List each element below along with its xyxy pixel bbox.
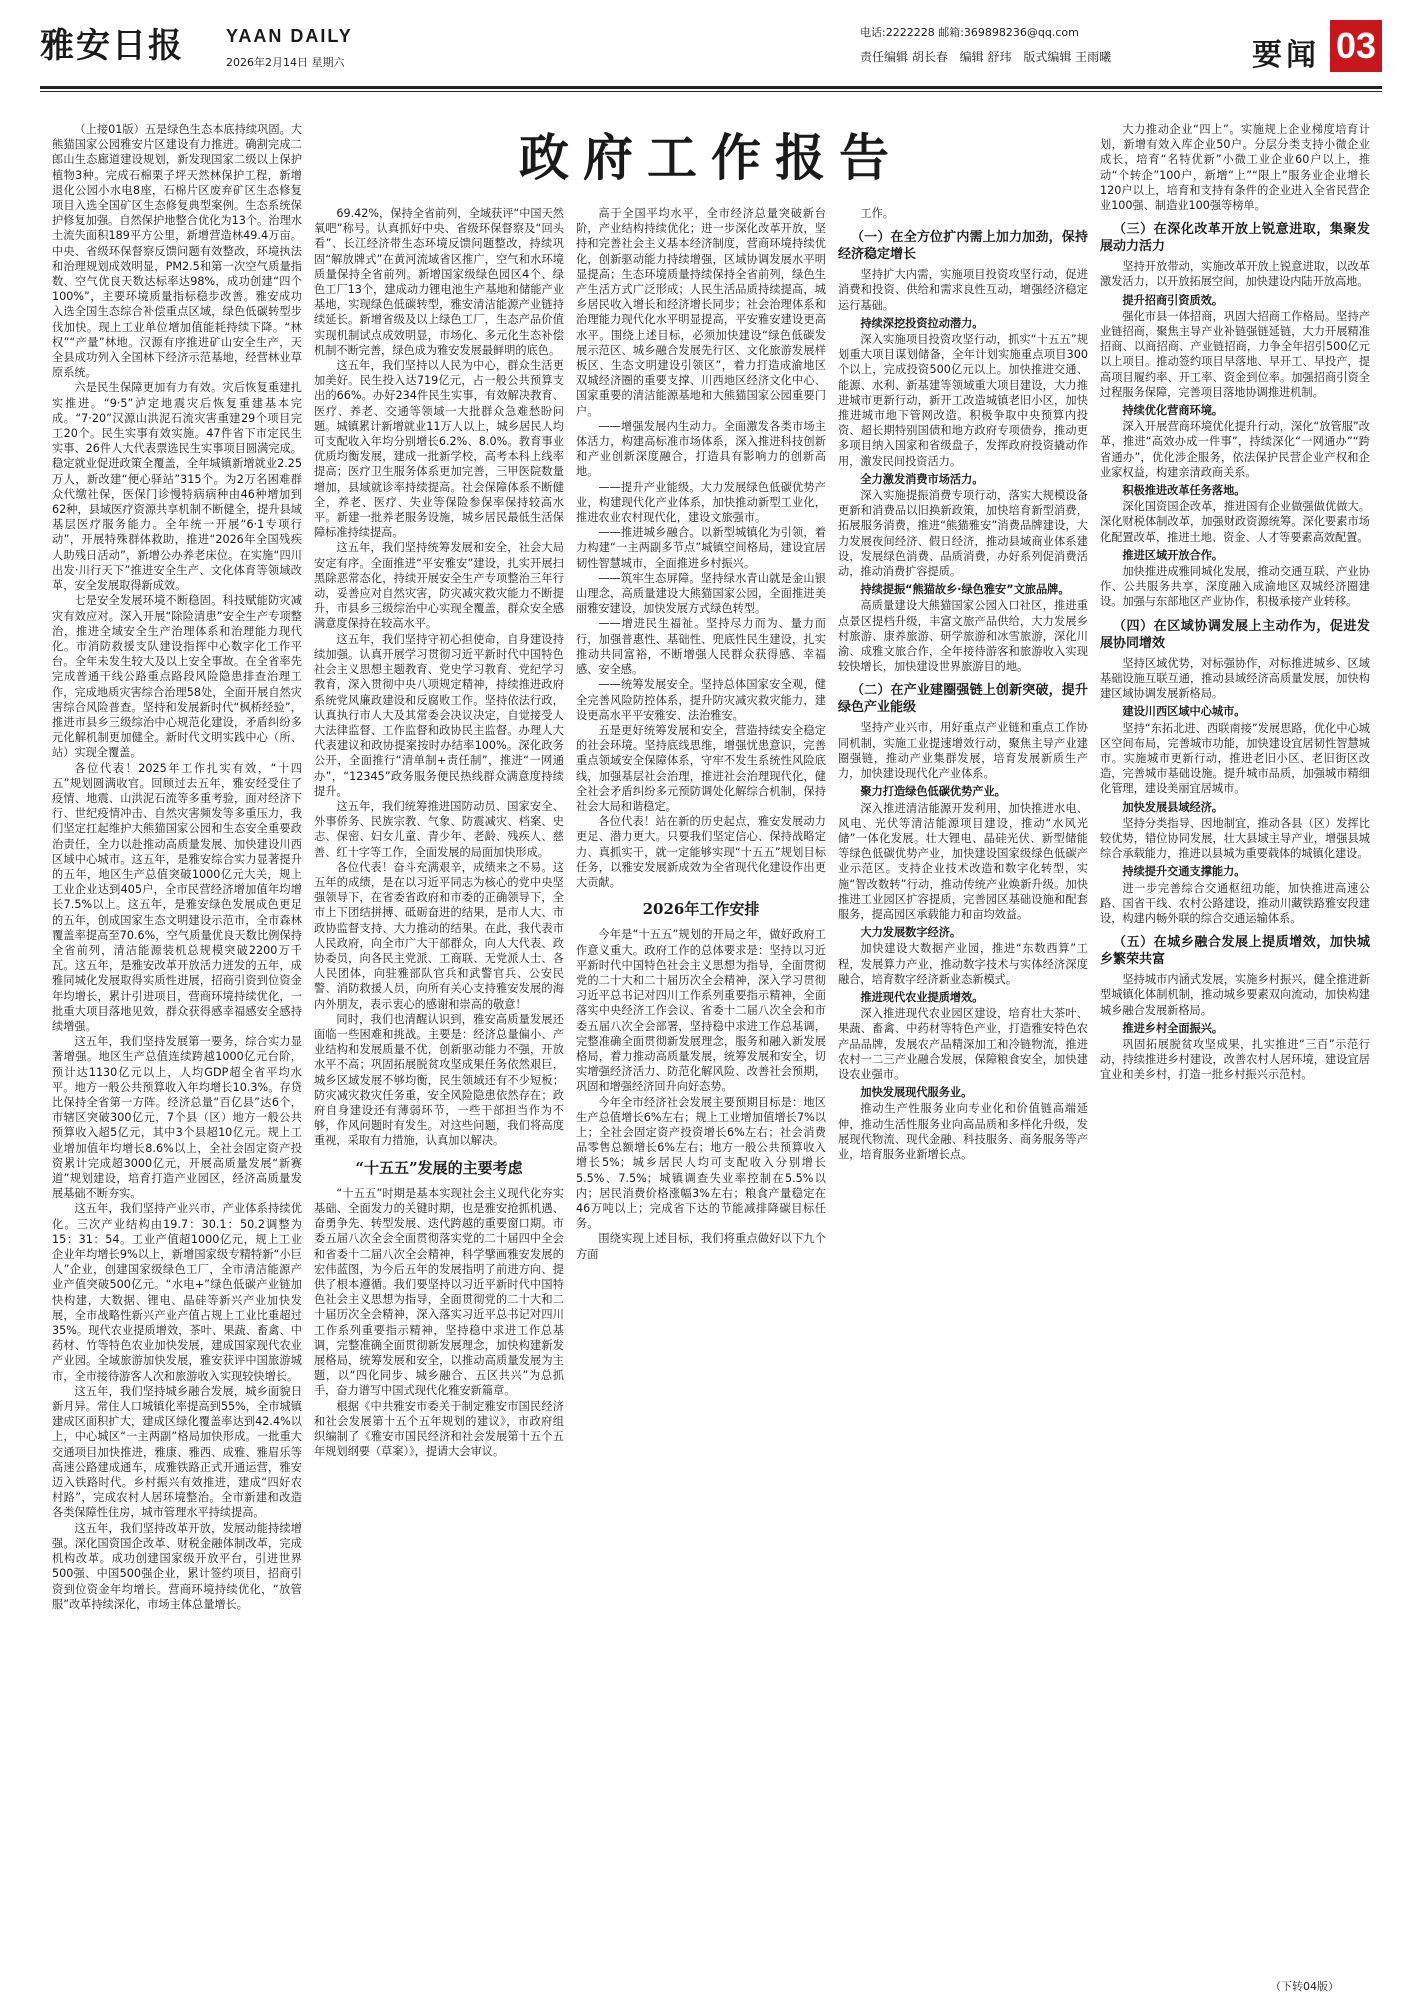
sub-heading: 推进现代农业提质增效。 [860,990,984,1004]
continued-note: （下转04版） [1270,1980,1339,1993]
section-heading: （一）在全方位扩内需上加力加劲，保持经济稳定增长 [838,230,1088,263]
section-heading: （二）在产业建圈强链上创新突破，提升绿色产业能级 [838,683,1088,716]
paragraph: ——提升产业能级。大力发展绿色低碳优势产业，构建现代化产业体系，加快推动新型工业化，推进农业农村现代化，建设文旅强市。 [576,480,826,525]
article-column-5 [1100,122,1370,1972]
paragraph: 坚持城市内涵式发展，实施乡村振兴，健全推进新型城镇化体制机制，推动城乡要素双向流动，加快构建城乡融合发展新格局。 [1100,973,1370,1017]
newspaper-logo-english: YAAN DAILY [226,26,353,46]
paragraph: 各位代表！2025年工作扎实有效，“十四五”规划圆满收官。回顾过去五年，雅安经受住了疫情、地震、山洪泥石流等多重考验，面对经济下行、世纪疫情冲击、自然灾害频发等多重压力，我们坚定扛起维护大熊猫国家公园和生态安全重要政治责任，全力以赴推动高质量发展、加快建设川西区域中心城市。这五年，是雅安综合实力显著提升的五年，地区生产总值突破1000亿元大关，规上工业企业达到405户，全市民营经济增加值年均增长7.5%以上。这五年，是雅安绿色发展成色更足的五年，创成国家生态文明建设示范市，全市森林覆盖率提高至70.6%，空气质量优良天数比例保持全省前列，清洁能源装机总规模突破2200万千瓦。这五年，是雅安改革开放活力迸发的五年，成雅同城化发展取得实质性进展，招商引资到位资金年均增长，累计引进项目，营商环境持续优化，一批重大项目落地见效，群众获得感幸福感安全感持续增强。 [52,761,302,1033]
paragraph: 69.42%，保持全省前列，全域获评“中国天然氧吧”称号。认真抓好中央、省级环保督察及“回头看”、长江经济带生态环境反馈问题整改，持续巩固“解放牌式”在黄河流域省区推广，空气和水环境质量保持全省前列。新增国家级绿色园区4个、绿色工厂13个，建成动力锂电池生产基地和储能产业基地，实现绿色低碳转型，雅安清洁能源产业链持续延长。新增省级及以上绿色工厂，生态产品价值实现机制试点成效明显，市场化、多元化生态补偿机制不断完善，绿色成为雅安发展最鲜明的底色。 [314,207,564,357]
paragraph: ——筑牢生态屏障。坚持绿水青山就是金山银山理念，高质量建设大熊猫国家公园，全面推进美丽雅安建设，加快发展方式绿色转型。 [576,571,826,616]
paragraph: 这五年，我们坚持发展第一要务，综合实力显著增强。地区生产总值连续跨越1000亿元台阶，预计达1130亿元以上，人均GDP超全省平均水平。地方一般公共预算收入年均增长10.3%。存贷比保持全省第一方阵。经济总量“百亿县”达6个，市辖区突破300亿元，7个县（区）地方一般公共预算收入超5亿元，其中3个县超10亿元。规上工业增加值年均增长8.6%以上，全社会固定资产投资累计完成超3000亿元，开展高质量发展“新赛道”规划建设，培育打造产业园区，经济高质量发展基础不断夯实。 [52,1035,302,1201]
newspaper-logo: 雅安日报 [40,26,184,66]
paragraph: 强化市县一体招商，巩固大招商工作格局。坚持产业链招商，聚焦主导产业补链强链延链，大力开展精准招商、以商招商、产业链招商，力争全年招引500亿元以上项目。推动签约项目早落地、早开工、早投产，提高项目履约率、开工率、资金到位率。加强招商引资全过程服务保障，完善项目落地协调推进机制。 [1100,309,1370,399]
paragraph: 各位代表！站在新的历史起点，雅安发展动力更足、潜力更大。只要我们坚定信心、保持战略定力、真抓实干，就一定能够实现“十五五”规划目标任务，以雅安发展新成效为全省现代化建设作出更大贡献。 [576,815,826,889]
paragraph: 坚持“东拓北进、西联南接”发展思路，优化中心城区空间布局，完善城市功能，加快建设宜居韧性智慧城市。实施城市更新行动，推进老旧小区、老旧街区改造，完善城市基础设施。提升城市品质，加强城市精细化管理，建设美丽宜居城市。 [1100,721,1370,796]
section-heading: （四）在区域协调发展上主动作为，促进发展协同增效 [1100,618,1370,651]
editor-credit: 责任编辑 胡长春 [860,50,948,64]
paragraph: 深入推进现代农业园区建设，培育壮大茶叶、果蔬、畜禽、中药材等特色产业，打造雅安特色农产品品牌，发展农产品精深加工和冷链物流，推进农村一二三产业融合发展，保障粮食安全，加快建设农业强市。 [838,1007,1088,1081]
article-column-2 [314,206,564,1972]
paragraph: 工作。 [860,207,894,220]
masthead-rule [40,86,1382,89]
paragraph: ——统筹发展安全。坚持总体国家安全观，健全完善风险防控体系，提升防灾减灾救灾能力，建设更高水平平安雅安、法治雅安。 [576,678,826,722]
paragraph: 高质量建设大熊猫国家公园入口社区，推进重点景区提档升级，丰富文旅产品供给，大力发展乡村旅游、康养旅游、研学旅游和冰雪旅游，深化川渝、成雅文旅合作，全年接待游客和旅游收入实现较快增长，加快建设世界旅游目的地。 [838,599,1088,674]
paragraph: 坚持扩大内需，实施项目投资攻坚行动，促进消费和投资、供给和需求良性互动，增强经济稳定运行基础。 [838,268,1088,312]
sub-heading: 持续提振“熊猫故乡·绿色雅安”文旅品牌。 [860,583,1070,597]
contact-line: 电话:2222228 邮箱:369898236@qq.com [860,26,1079,39]
sub-heading: 积极推进改革任务落地。 [1122,484,1246,498]
editor-credit: 编辑 舒玮 [959,50,1012,64]
sub-heading: 持续深挖投资拉动潜力。 [860,316,984,330]
article-column-4 [838,206,1088,1972]
paragraph: 坚持区域优势，对标强协作，对标推进城乡、区域基础设施互联互通，推动县域经济高质量发展，加快构建区域协调发展新格局。 [1100,656,1370,701]
section-heading: 2026年工作安排 [642,900,760,919]
masthead-rule-thin [40,91,1382,92]
paragraph: 坚持开放带动，实施改革开放上锐意进取，以改革激发活力，以开放拓展空间，加快建设内陆开放高地。 [1100,260,1370,289]
sub-heading: 提升招商引资质效。 [1122,293,1224,307]
sub-heading: 推进区域开放合作。 [1122,548,1224,562]
issue-date: 2026年2月14日 星期六 [226,56,345,69]
paragraph: 这五年，我们坚持产业兴市，产业体系持续优化。三次产业结构由19.7：30.1：50.2调整为15：31：54。工业产值超1000亿元，规上工业企业年均增长9%以上，新增国家级专精特新“小巨人”企业，创建国家级绿色工厂，全市清洁能源产业产值突破500亿元。“水电+”绿色低碳产业链加快构建，大数据、锂电、晶硅等新兴产业加快发展，全市战略性新兴产业产值占规上工业比重超过35%。现代农业提质增效，茶叶、果蔬、畜禽、中药材、竹等特色农业加快发展，建成国家现代农业产业园。全域旅游加快发展，雅安获评中国旅游城市，全市接待游客人次和旅游收入实现较快增长。 [52,1202,302,1383]
sub-heading: 大力发展数字经济。 [860,926,962,940]
paragraph: 围绕实现上述目标，我们将重点做好以下九个方面 [576,1232,826,1261]
paragraph: 这五年，我们坚持统筹发展和安全，社会大局安定有序。全面推进“平安雅安”建设，扎实开展扫黑除恶常态化，持续开展安全生产专项整治三年行动，妥善应对自然灾害，防灾减灾救灾能力不断提升，市县乡三级综治中心实现全覆盖，群众安全感满意度保持在较高水平。 [314,541,564,631]
section-heading: “十五五”发展的主要考虑 [355,1158,523,1177]
paragraph: 深入开展营商环境优化提升行动，深化“放管服”改革，推进“高效办成一件事”，持续深化“一网通办”“跨省通办”，优化涉企服务，依法保护民营企业产权和企业家权益，构建亲清政商关系。 [1100,420,1370,479]
page-number: 03 [1330,20,1382,72]
paragraph: 坚持产业兴市，用好重点产业链和重点工作协同机制，实施工业提速增效行动，聚焦主导产业建圈强链，推动产业集群发展，培育发展新质生产力，加快建设现代化产业体系。 [838,721,1088,781]
paragraph: 六是民生保障更加有力有效。灾后恢复重建扎实推进。“9·5”泸定地震灾后恢复重建基本完成。“7·20”汉源山洪泥石流灾害重建29个项目完工20个。民生实事有效实施。47件省下市定民生实事、26件人大代表票选民生实事项目圆满完成。稳定就业促进政策全覆盖，全年城镇新增就业2.25万人，新改建“便心驿站”315个。为2万名困难群众代缴社保，医保门诊慢特病病种由46种增加到62种，县域医疗资源共享机制不断健全，提升县域基层医疗服务能力。全年统一开展“6·1专项行动”，开展特殊群体救助，推进“2026年全国残疾人助残日活动”，新增公办养老床位。在实施“四川出发·川行天下”推进安全生产、文化体育等领域改革，安全发展取得新成效。 [52,381,302,593]
paragraph: 大力推动企业“四上”。实施规上企业梯度培育计划，新增有效入库企业50户。分层分类支持小微企业成长，培育“名特优新”小微工业企业60户以上，推动“个转企”100户，新增“上”“限上”服务业企业增长120户以上，培育和支持有条件的企业进入全省民营企业100强、制造业100强等榜单。 [1100,123,1370,213]
sub-heading: 加快发展现代服务业。 [860,1086,973,1100]
paragraph: ——推进城乡融合。以新型城镇化为引领，着力构建“一主两副多节点”城镇空间格局，建设宜居韧性智慧城市，全面推进乡村振兴。 [576,526,826,570]
paragraph: 今年全市经济社会发展主要预期目标是：地区生产总值增长6%左右；规上工业增加值增长7%以上；全社会固定资产投资增长6%左右；社会消费品零售总额增长6%左右；地方一般公共预算收入增长5%；城乡居民人均可支配收入分别增长5.5%、7.5%；城镇调查失业率控制在5.5%以内；居民消费价格涨幅3%左右；粮食产量稳定在46万吨以上；完成省下达的节能减排降碳目标任务。 [576,1095,826,1231]
article-title: 政府工作报告 [519,128,903,187]
sub-heading: 全力激发消费市场活力。 [860,472,984,486]
editor-credit: 版式编辑 王雨曦 [1023,50,1112,64]
masthead [40,18,1382,84]
paragraph: 这五年，我们坚持改革开放，发展动能持续增强。深化国资国企改革、财税金融体制改革，完成机构改革。成功创建国家级开放平台，引进世界500强、中国500强企业，累计签约项目，招商引资到位资金年均增长。营商环境持续优化，“放管服”改革持续深化，市场主体总量增长。 [52,1521,302,1611]
paragraph: 根据《中共雅安市委关于制定雅安市国民经济和社会发展第十五个五年规划的建议》，市政府组织编制了《雅安市国民经济和社会发展第十五个五年规划纲要（草案）》，提请大会审议。 [314,1399,564,1459]
section-heading: （五）在城乡融合发展上提质增效，加快城乡繁荣共富 [1100,935,1370,968]
sub-heading: 推进乡村全面振兴。 [1122,1021,1224,1035]
paragraph: 推动生产性服务业向专业化和价值链高端延伸，推动生活性服务业向高品质和多样化升级，发展现代物流、现代金融、科技服务、商务服务等产业，培育服务业新增长点。 [838,1102,1088,1161]
paragraph: 今年是“十五五”规划的开局之年，做好政府工作意义重大。政府工作的总体要求是：坚持以习近平新时代中国特色社会主义思想为指导，全面贯彻党的二十大和二十届历次全会精神，深入学习贯彻习近平总书记对四川工作系列重要指示精神，全面落实中央经济工作会议、省委十二届八次全会和市委五届八次全会部署，坚持稳中求进工作总基调，完整准确全面贯彻新发展理念，服务和融入新发展格局，着力推动高质量发展，统筹发展和安全，切实增强经济活力、防范化解风险、改善社会预期，巩固和增强经济回升向好态势。 [576,928,826,1094]
paragraph: 这五年，我们坚持守初心担使命，自身建设持续加强。认真开展学习贯彻习近平新时代中国特色社会主义思想主题教育、党史学习教育、党纪学习教育，深入贯彻中央八项规定精神，持续推进政府系统党风廉政建设和反腐败工作。坚持依法行政，认真执行市人大及其常委会决议决定，自觉接受人大法律监督、工作监督和政协民主监督。办理人大代表建议和政协提案按时办结率100%。深化政务公开，全面推行“清单制+责任制”，推进“一网通办”，“12345”政务服务便民热线群众满意度持续提升。 [314,632,564,798]
paragraph: ——增进民生福祉。坚持尽力而为、量力而行，加强普惠性、基础性、兜底性民生建设，扎实推动共同富裕，不断增强人民群众获得感、幸福感、安全感。 [576,617,826,677]
paragraph: 巩固拓展脱贫攻坚成果，扎实推进“三百”示范行动，持续推进乡村建设，改善农村人居环境，建设宜居宜业和美乡村，打造一批乡村振兴示范村。 [1100,1037,1370,1082]
paragraph: 深化国资国企改革，推进国有企业做强做优做大。深化财税体制改革，加强财政资源统筹。深化要素市场化配置改革，推进土地、资金、人才等要素高效配置。 [1100,500,1370,544]
paragraph: 这五年，我们坚持城乡融合发展，城乡面貌日新月异。常住人口城镇化率提高到55%，全市城镇建成区面积扩大，建成区绿化覆盖率达到42.4%以上，中心城区“一主两副”格局加快形成。一批重大交通项目加快推进，雅康、雅西、成雅、雅眉乐等高速公路建成通车，成雅铁路正式开通运营，雅安迈入铁路时代。乡村振兴有效推进，建成“四好农村路”，完成农村人居环境整治。全市新建和改造各类保障性住房，城市管理水平持续提高。 [52,1384,302,1520]
paragraph: 进一步完善综合交通枢纽功能，加快推进高速公路、国省干线、农村公路建设，推动川藏铁路雅安段建设，构建内畅外联的综合交通运输体系。 [1100,881,1370,925]
section-heading: （三）在深化改革开放上锐意进取，集聚发展动力活力 [1100,222,1370,255]
paragraph: 加快推进成雅同城化发展，推动交通互联、产业协作、公共服务共享，深度融入成渝地区双城经济圈建设。加强与东部地区产业协作，积极承接产业转移。 [1100,565,1370,609]
paragraph: 七是安全发展环境不断稳固。科技赋能防灾减灾有效应对。深入开展“除险清患”安全生产专项整治，推进全域安全生产治理体系和治理能力现代化。市消防救援支队建设指挥中心数字化工作平台。全年未发生较大及以上安全事故。在全省率先完成普通干线公路重点路段风险隐患排查治理工作，完成地质灾害综合治理58处，全面开展自然灾害综合风险普查。坚持和发展新时代“枫桥经验”，推进市县乡三级综治中心规范化建设，矛盾纠纷多元化解机制更加健全。新时代文明实践中心（所、站）实现全覆盖。 [52,594,302,760]
paragraph: 各位代表！奋斗充满艰辛，成绩来之不易。这五年的成绩，是在以习近平同志为核心的党中央坚强领导下，在省委省政府和市委的正确领导下，全市上下团结拼搏、砥砺奋进的结果，是市人大、市政协监督支持、大力推动的结果。在此，我代表市人民政府，向全市广大干部群众，向人大代表、政协委员，向各民主党派、工商联、无党派人士、各人民团体，向驻雅部队官兵和武警官兵、公安民警、消防救援人员，向所有关心支持雅安发展的海内外朋友，表示衷心的感谢和崇高的敬意！ [314,860,564,1011]
article-column-1 [52,122,302,1972]
paragraph: 这五年，我们统筹推进国防动员、国家安全、外事侨务、民族宗教、气象、防震减灾、档案、史志、保密、妇女儿童、青少年、老龄、残疾人、慈善、红十字等工作，全面发展的局面加快形成。 [314,799,564,859]
sub-heading: 建设川西区域中心城市。 [1122,705,1246,719]
paragraph: 高于全国平均水平，全市经济总量突破新台阶，产业结构持续优化；进一步深化改革开放，坚持和完善社会主义基本经济制度，营商环境持续优化，创新驱动能力持续增强，区域协调发展水平明显提高；生态环境质量持续保持全省前列，绿色生产生活方式广泛形成；人民生活品质持续提高，城乡居民收入增长和经济增长同步；社会治理体系和治理能力现代化水平明显提高，平安雅安建设更高水平。围绕上述目标，必须加快建设“绿色低碳发展示范区、城乡融合发展先行区、文化旅游发展样板区、生态文明建设引领区”，着力打造成渝地区双城经济圈的重要支撑、川西地区经济文化中心、国家重要的清洁能源基地和大熊猫国家公园重要门户。 [576,207,826,418]
sub-heading: 持续优化营商环境。 [1122,404,1224,418]
paragraph: 坚持分类指导、因地制宜，推动各县（区）发挥比较优势，错位协同发展，壮大县域主导产业，增强县城综合承载能力，推进以县城为重要载体的城镇化建设。 [1100,816,1370,861]
paragraph: 五是更好统筹发展和安全，营造持续安全稳定的社会环境。坚持底线思维，增强忧患意识，完善重点领域安全保障体系，守牢不发生系统性风险底线，加强基层社会治理，推进社会治理现代化，健全社会矛盾纠纷多元预防调处化解综合机制，保持社会大局和谐稳定。 [576,723,826,813]
article-column-3 [576,206,826,1972]
paragraph: 深入实施项目投资攻坚行动，抓实“十五五”规划重大项目谋划储备，全年计划实施重点项目300个以上，完成投资500亿元以上。加快推进交通、能源、水利、新基建等领域重大项目建设，大力推进城市更新行动，新开工改造城镇老旧小区，加快推进城市地下管网改造。积极争取中央预算内投资、超长期特别国债和地方政府专项债券，推动更多项目纳入国家和省级盘子，发挥政府投资撬动作用，激发民间投资活力。 [838,333,1088,468]
paragraph: （上接01版）五是绿色生态本底持续巩固。大熊猫国家公园雅安片区建设有力推进。确割完成二郎山生态廊道建设规划，新发现国家二级以上保护植物3种。完成石棉栗子坪天然林保护工程，新增退化公园小水电8座，石棉片区废弃矿区生态修复项目入选全国矿区生态修复典型案例。生态系统保护修复加强。自然保护地整合优化为13个。治理水土流失面积189平方公里，新增营造林49.4万亩。中央、省级环保督察反馈问题有效整改，环境执法和治理规划成效明显，PM2.5和第一次空气质量指数、空气优良天数达标率达98%，成功创建“四个100%”，主要环境质量指标稳步改善。雅安成功入选全国生态综合补偿重点区域，绿色低碳转型步伐加快。现上工业单位增加值能耗持续下降。“林权”“产量”林地。汉源有序推进矿山安全生产，天全县成功列入全国林下经济示范基地，经营林业草原系统。 [52,123,302,380]
paragraph: 加快建设大数据产业园，推进“东数西算”工程，发展算力产业，推动数字技术与实体经济深度融合，培育数字经济新业态新模式。 [838,942,1088,986]
sub-heading: 持续提升交通支撑能力。 [1122,865,1246,879]
section-name: 要闻 [1252,38,1320,73]
paragraph: ——增强发展内生动力。全面激发各类市场主体活力，构建高标准市场体系，深入推进科技创新和产业创新深度融合，打造具有影响力的创新高地。 [576,419,826,479]
paragraph: “十五五”时期是基本实现社会主义现代化夯实基础、全面发力的关键时期，也是雅安抢抓机遇、奋勇争先、转型发展、迭代跨越的重要窗口期。市委五届八次全会全面贯彻落实党的二十届四中全会和省委十二届八次全会精神，科学擘画雅安发展的宏伟蓝图，为今后五年的发展指明了前进方向、提供了根本遵循。我们要坚持以习近平新时代中国特色社会主义思想为指导，全面贯彻党的二十大和二十届历次全会精神，深入落实习近平总书记对四川工作系列重要指示精神，坚持稳中求进工作总基调，完整准确全面贯彻新发展理念，加快构建新发展格局，统筹发展和安全，以推动高质量发展为主题，以“四化同步、城乡融合、五区共兴”为总抓手，奋力谱写中国式现代化雅安新篇章。 [314,1186,564,1398]
sub-heading: 加快发展县域经济。 [1122,800,1224,814]
paragraph: 这五年，我们坚持以人民为中心，群众生活更加美好。民生投入达719亿元，占一般公共预算支出的66%。办好234件民生实事，有效解决教育、医疗、养老、交通等领域一大批群众急难愁盼问题。城镇累计新增就业11万人以上，城乡居民人均可支配收入年均分别增长6.2%、8.0%。教育事业优质均衡发展，建成一批新学校，高考本科上线率提高；医疗卫生服务体系更加完善，三甲医院数量增加，县域就诊率持续提高。社会保障体系不断健全，养老、医疗、失业等保险参保率保持较高水平。新建一批养老服务设施，城乡居民最低生活保障标准持续提高。 [314,359,564,540]
paragraph: 深入推进清洁能源开发利用，加快推进水电、风电、光伏等清洁能源项目建设，推动“水风光储”一体化发展。壮大锂电、晶硅光伏、新型储能等绿色低碳优势产业，加快建设国家级绿色低碳产业示范区。支持企业技术改造和数字化转型，实施“智改数转”行动，推动传统产业焕新升级。加快推进工业园区扩容提质，完善园区基础设施和配套服务，提高园区承载能力和亩均效益。 [838,801,1088,921]
paragraph: 同时，我们也清醒认识到，雅安高质量发展还面临一些困难和挑战。主要是：经济总量偏小、产业结构和发展质量不优，创新驱动能力不强，开放水平不高；巩固拓展脱贫攻坚成果任务依然艰巨，城乡区域发展不够均衡，民生领域还有不少短板；防灾减灾救灾任务重，安全风险隐患依然存在；政府自身建设还有薄弱环节，一些干部担当作为不够，作风问题时有发生。对这些问题，我们将高度重视，采取有力措施，认真加以解决。 [314,1012,564,1148]
editor-credits [860,48,1119,65]
paragraph: 深入实施提振消费专项行动，落实大规模设备更新和消费品以旧换新政策，加快培育新型消费，拓展服务消费，推进“熊猫雅安”消费品牌建设，大力发展夜间经济、假日经济，推动县域商业体系建设，发展绿色消费、品质消费，办好系列促消费活动，推动消费扩容提质。 [838,489,1088,579]
sub-heading: 聚力打造绿色低碳优势产业。 [860,785,1006,799]
